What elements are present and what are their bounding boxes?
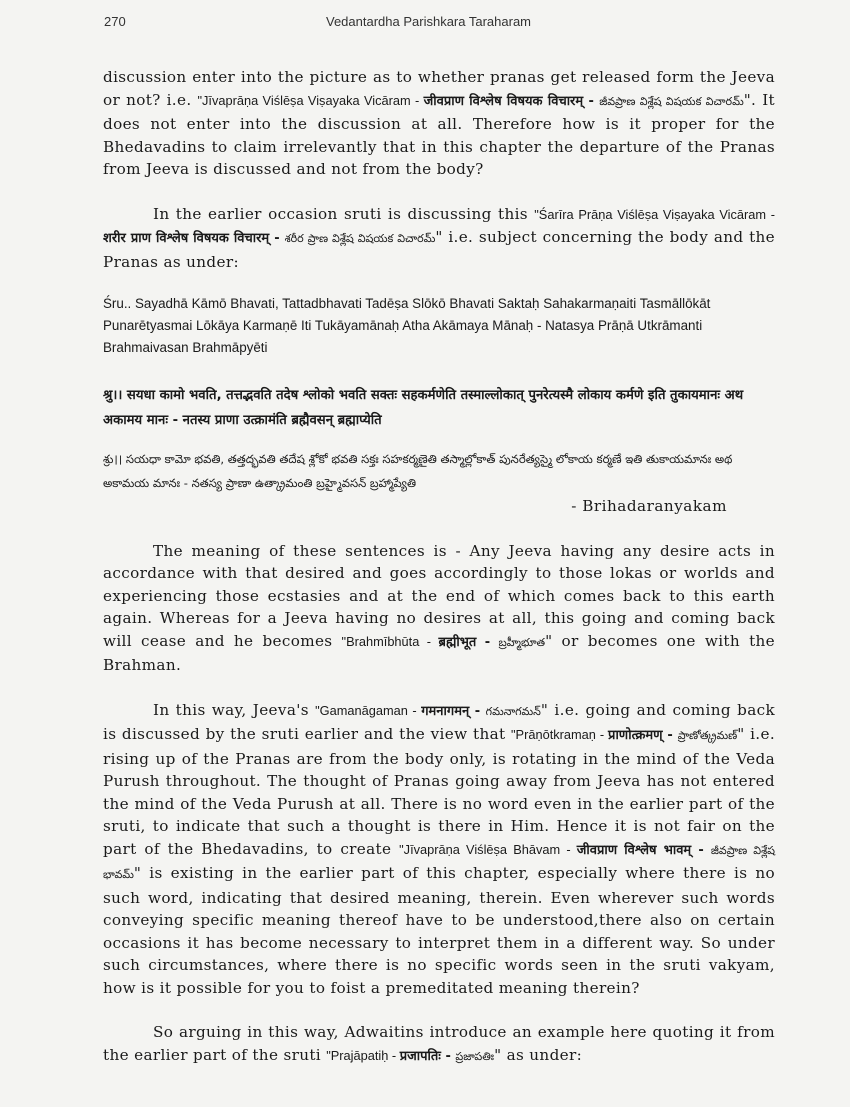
sruti-telugu: శ్రు।। సయధా కామో భవతి, తత్తద్భవతి తదేష శ్లోకో భవతి సక్తః సహకర్మణైతి తస్మాల్లోకాత్ పునరేత్యస్మై లోకాయ కర్మణే ఇతి తుకాయమానః అథ అకామయ మానః - నతస్య ప్రాణా ఉత్క్రామంతి బ్రహ్మైవసన్ బ్రహ్మాప్యేతి <box>103 452 733 490</box>
transliteration-run: "Prāṇōtkramaṇ - <box>511 727 609 742</box>
paragraph-continuation <box>103 66 775 181</box>
devanagari-run: जीवप्राण विश्लेष विषयक विचारम् - <box>423 93 600 109</box>
text-run: " i.e. rising up of the Pranas are from the body only, is rotating in the mind of the Veda Purush throughout. The thought of Pranas going away from Jeeva has not entered the mind of the Veda Purush at all. There is no word even in the earlier part of the sruti, to indicate that such a thought is there in Him. Hence it is not fair on the part of the Bhedavadins, to create <box>103 725 775 858</box>
transliteration-run: "Jīvaprāṇa Viślēṣa Bhāvam - <box>399 841 577 857</box>
transliteration-run: "Brahmībhūta - <box>341 633 439 649</box>
running-title: Vedantardha Parishkara Taraharam <box>326 14 531 29</box>
sruti-devanagari: श्रु।। सयधा कामो भवति, तत्तद्भवति तदेष श्लोको भवति सक्तः सहकर्मणेति तस्माल्लोकात् पुनरेत्यस्मै लोकाय कर्मणे इति तुकायमानः अथ अकामय मानः - नतस्य प्राणा उत्क्रामंति ब्रह्मैवसन् ब्रह्माप्येति <box>103 388 744 428</box>
telugu-run: ప్రజాపతిః <box>455 1049 495 1063</box>
text-run: " as under: <box>494 1045 583 1064</box>
text-run: " is existing in the earlier part of this chapter, especially where there is no such word, indicating that desired meaning, therein. Even wherever such words conveying specific meaning thereof have to be understood,there also on certain occasions it has become necessary to interpret them in a different way. So under such circumstances, where there is no specific words seen in the sruti vakyam, how is it possible for you to foist a premeditated meaning therein? <box>103 864 775 997</box>
text-run: " i.e. going and coming back is discussed by the sruti earlier and the view that <box>103 700 776 743</box>
transliteration-run: "Prajāpatiḥ - <box>326 1047 400 1063</box>
paragraph-meaning <box>103 540 775 677</box>
paragraph-earlier-occasion <box>103 203 775 274</box>
devanagari-run: शरीर प्राण विश्लेष विषयक विचारम् - <box>103 231 285 246</box>
text-run: In the earlier occasion sruti is discussing this <box>153 204 535 223</box>
sruti-transliteration: Śru.. Sayadhā Kāmō Bhavati, Tattadbhavati Tadēṣa Slōkō Bhavati Saktaḥ Sahakarmaṇaiti Tasmāllōkāt Punarētyasmai Lōkāya Karmaṇē Iti Tukāyamānaḥ Atha Akāmaya Mānaḥ - Natasya Prāṇā Utkrāmanti Brahmaivasan Brahmāpyēti <box>103 296 711 355</box>
text-run: So arguing in this way, Adwaitins introduce an example here quoting it from the earlier part of the sruti <box>103 1023 775 1064</box>
transliteration-run: "Śarīra Prāṇa Viślēṣa Viṣayaka Vicāram - <box>534 206 775 222</box>
devanagari-run: प्रजापतिः - <box>399 1048 456 1064</box>
text-run: ". It does not enter into the discussion at all. Therefore how is it proper for the Bhedavadins to claim irrelevantly that in this chapter the departure of the Pranas from Jeeva is discussed and not from the body? <box>103 90 775 178</box>
text-run: The meaning of these sentences is - Any Jeeva having any desire acts in accordance with that desired and goes accordingly to those lokas or worlds and experiencing those ecstasies and at the end of which comes back to this earth again. Whereas for a Jeeva having no desires at all, this going and coming back will cease and he becomes <box>103 541 775 650</box>
devanagari-run: ब्रह्मीभूत - <box>438 634 499 650</box>
transliteration-run: "Gamanāgaman - <box>315 702 422 718</box>
telugu-run: గమనాగమన్ <box>485 704 541 718</box>
source-citation: - Brihadaranyakam <box>571 497 727 515</box>
text-run: " or becomes one with the Brahman. <box>103 631 775 674</box>
telugu-run: జీవప్రాణ విశ్లేష భావమ్ <box>103 843 775 881</box>
devanagari-run: गमनागमन् - <box>421 703 486 719</box>
telugu-run: ప్రాణోత్క్రమణ్ <box>677 729 738 742</box>
devanagari-run: जीवप्राण विश्लेष भावम् - <box>576 842 711 858</box>
paragraph-gamanagaman <box>103 699 775 1000</box>
page-header <box>104 14 790 34</box>
telugu-run: జీవప్రాణ విశ్లేష విషయక విచారమ్ <box>599 94 744 108</box>
devanagari-run: प्राणोत्क्रमण् - <box>608 728 678 743</box>
text-run: discussion enter into the picture as to whether pranas get released form the Jeeva or not? i.e. <box>103 68 775 109</box>
text-run: In this way, Jeeva's <box>153 700 316 719</box>
page-number: 270 <box>104 14 126 29</box>
page-body <box>103 66 775 1090</box>
text-run: " i.e. subject concerning the body and the Pranas as under: <box>103 228 775 271</box>
telugu-run: శరీర ప్రాణ విశ్లేష విషయక విచారమ్ <box>284 232 436 245</box>
paragraph-prajapati <box>103 1021 775 1068</box>
transliteration-run: "Jīvaprāṇa Viślēṣa Viṣayaka Vicāram - <box>197 92 424 108</box>
telugu-run: బ్రహ్మీభూత <box>498 635 546 649</box>
